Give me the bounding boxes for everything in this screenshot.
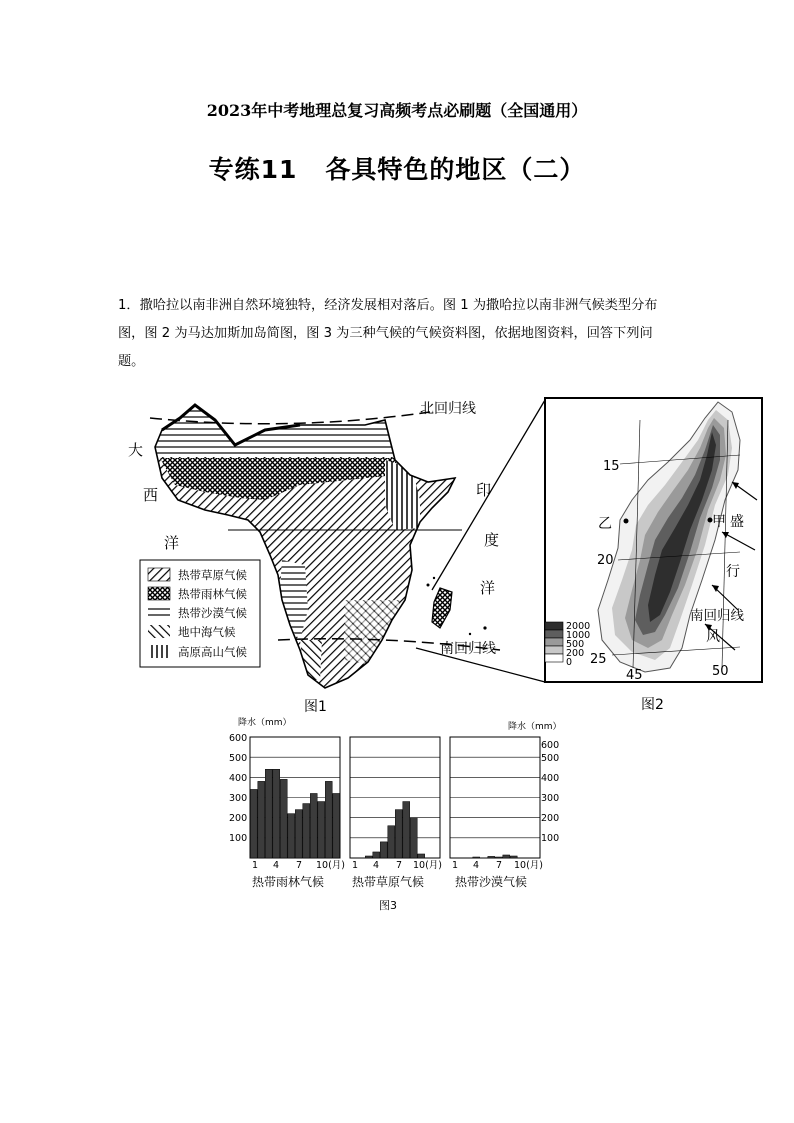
precip-bar-3 [365, 856, 372, 858]
ytick-left-500: 500 [229, 753, 248, 764]
fig2-wind-char-2: 行 [726, 564, 740, 580]
elev-legend-200: 200 [566, 648, 585, 659]
c3-xtick-1: 1 [452, 860, 459, 871]
precip-bar-10 [318, 802, 325, 858]
fig2-label-jia: 甲 [712, 514, 726, 530]
legend-label-rainforest: 热带雨林气候 [178, 587, 247, 601]
fig2-caption: 图2 [641, 697, 664, 713]
fig2-lat-25: 25 [590, 652, 607, 667]
precip-bar-8 [303, 804, 310, 858]
elev-legend-1000: 1000 [566, 630, 591, 641]
ytick-right-400: 400 [541, 773, 560, 784]
ytick-left-400: 400 [229, 773, 248, 784]
chart1-title: 热带雨林气候 [252, 875, 325, 889]
fig1-ocean-indian-1: 印 [476, 481, 492, 499]
precip-bar-7 [395, 810, 402, 858]
title-text: 各具特色的地区（二） [325, 155, 586, 184]
ytick-left-200: 200 [229, 813, 248, 824]
fig2-wind-char-1: 盛 [730, 514, 744, 530]
legend-swatch-rainforest [148, 587, 170, 600]
c3-xtick-10: 10(月) [514, 860, 544, 871]
c2-xtick-10: 10(月) [413, 860, 443, 871]
precip-bar-5 [380, 842, 387, 858]
legend-swatch-savanna [148, 568, 170, 581]
precip-bar-11 [325, 781, 332, 858]
fig2-lat-15: 15 [603, 459, 620, 474]
elev-legend-0: 0 [566, 657, 573, 668]
legend-swatch-highland [148, 645, 170, 658]
fig1-ocean-atlantic-1: 大 [128, 441, 144, 459]
c1-xtick-4: 4 [273, 860, 280, 871]
ytick-right-600: 600 [541, 740, 560, 751]
precip-bar-7 [495, 857, 502, 858]
precip-bar-9 [310, 793, 317, 858]
precip-bar-9 [410, 818, 417, 858]
c1-xtick-10: 10(月) [316, 860, 346, 871]
precip-bar-6 [488, 856, 495, 858]
question-1-text: 1．撒哈拉以南非洲自然环境独特，经济发展相对落后。图 1 为撒哈拉以南非洲气候类型分布图，图 2 为马达加斯加岛简图，图 3 为三种气候的气候资料图，依据地图资料，回答下列问题。 [118, 298, 658, 369]
fig2-lon-50: 50 [712, 664, 729, 679]
ytick-right-300: 300 [541, 793, 560, 804]
legend-swatch-mediterranean [148, 625, 170, 638]
fig2-label-yi: 乙 [598, 516, 612, 532]
ytick-right-500: 500 [541, 753, 560, 764]
fig1-ocean-indian-3: 洋 [480, 579, 496, 597]
ytick-right-100: 100 [541, 833, 560, 844]
fig3-precip-charts [250, 737, 540, 858]
fig1-ocean-atlantic-3: 洋 [164, 534, 180, 552]
fig2-lon-45: 45 [626, 668, 643, 683]
elev-legend-500: 500 [566, 639, 585, 650]
c2-xtick-7: 7 [396, 860, 403, 871]
chart3-title: 热带沙漠气候 [455, 875, 528, 889]
c3-xtick-7: 7 [496, 860, 503, 871]
precip-bar-8 [403, 802, 410, 858]
c1-xtick-1: 1 [252, 860, 259, 871]
fig3-ylabel-left: 降水（mm） [238, 718, 292, 728]
point-yi [624, 519, 629, 524]
title-number: 专练11 [208, 155, 298, 184]
precip-bar-12 [333, 793, 340, 858]
fig1-caption: 图1 [304, 699, 327, 715]
c1-xtick-7: 7 [296, 860, 303, 871]
fig2-tropic-south-label: 南回归线 [690, 608, 744, 624]
madagascar-small [432, 588, 452, 628]
ytick-left-100: 100 [229, 833, 248, 844]
fig3-caption: 图3 [379, 899, 397, 912]
ytick-right-200: 200 [541, 813, 560, 824]
fig2-wind-char-3: 风 [706, 629, 720, 645]
fig1-ocean-indian-2: 度 [484, 531, 500, 549]
precip-bar-6 [388, 826, 395, 858]
paper-subtitle: 2023年中考地理总复习高频考点必刷题（全国通用） [206, 101, 588, 120]
precip-bar-2 [258, 781, 265, 858]
ytick-left-600: 600 [229, 733, 248, 744]
precip-bar-10 [418, 854, 425, 858]
precip-bar-6 [288, 814, 295, 858]
precip-bar-9 [510, 856, 517, 858]
chart2-title: 热带草原气候 [352, 875, 425, 889]
precip-bar-4 [473, 857, 480, 858]
c2-xtick-4: 4 [373, 860, 380, 871]
legend-label-mediterranean: 地中海气候 [178, 625, 236, 639]
precip-bar-4 [273, 769, 280, 858]
fig1-tropic-north-label: 北回归线 [420, 401, 476, 417]
legend-label-savanna: 热带草原气候 [178, 568, 247, 582]
legend-swatch-desert [148, 606, 170, 619]
fig2-lat-20: 20 [597, 553, 614, 568]
precip-bar-1 [250, 789, 257, 858]
fig1-legend [140, 560, 260, 667]
c2-xtick-1: 1 [352, 860, 359, 871]
fig1-tropic-south-label: 南回归线 [440, 641, 496, 657]
fig1-ocean-atlantic-2: 西 [143, 486, 159, 504]
legend-label-desert: 热带沙漠气候 [178, 606, 247, 620]
elev-legend-2000: 2000 [566, 621, 591, 632]
precip-bar-5 [280, 779, 287, 858]
legend-label-highland: 高原高山气候 [178, 645, 247, 659]
ytick-left-300: 300 [229, 793, 248, 804]
precip-bar-7 [295, 810, 302, 858]
c3-xtick-4: 4 [473, 860, 480, 871]
fig3-ylabel-right: 降水（mm） [508, 722, 562, 732]
precip-bar-3 [265, 769, 272, 858]
precip-bar-4 [373, 852, 380, 858]
precip-bar-8 [503, 855, 510, 858]
